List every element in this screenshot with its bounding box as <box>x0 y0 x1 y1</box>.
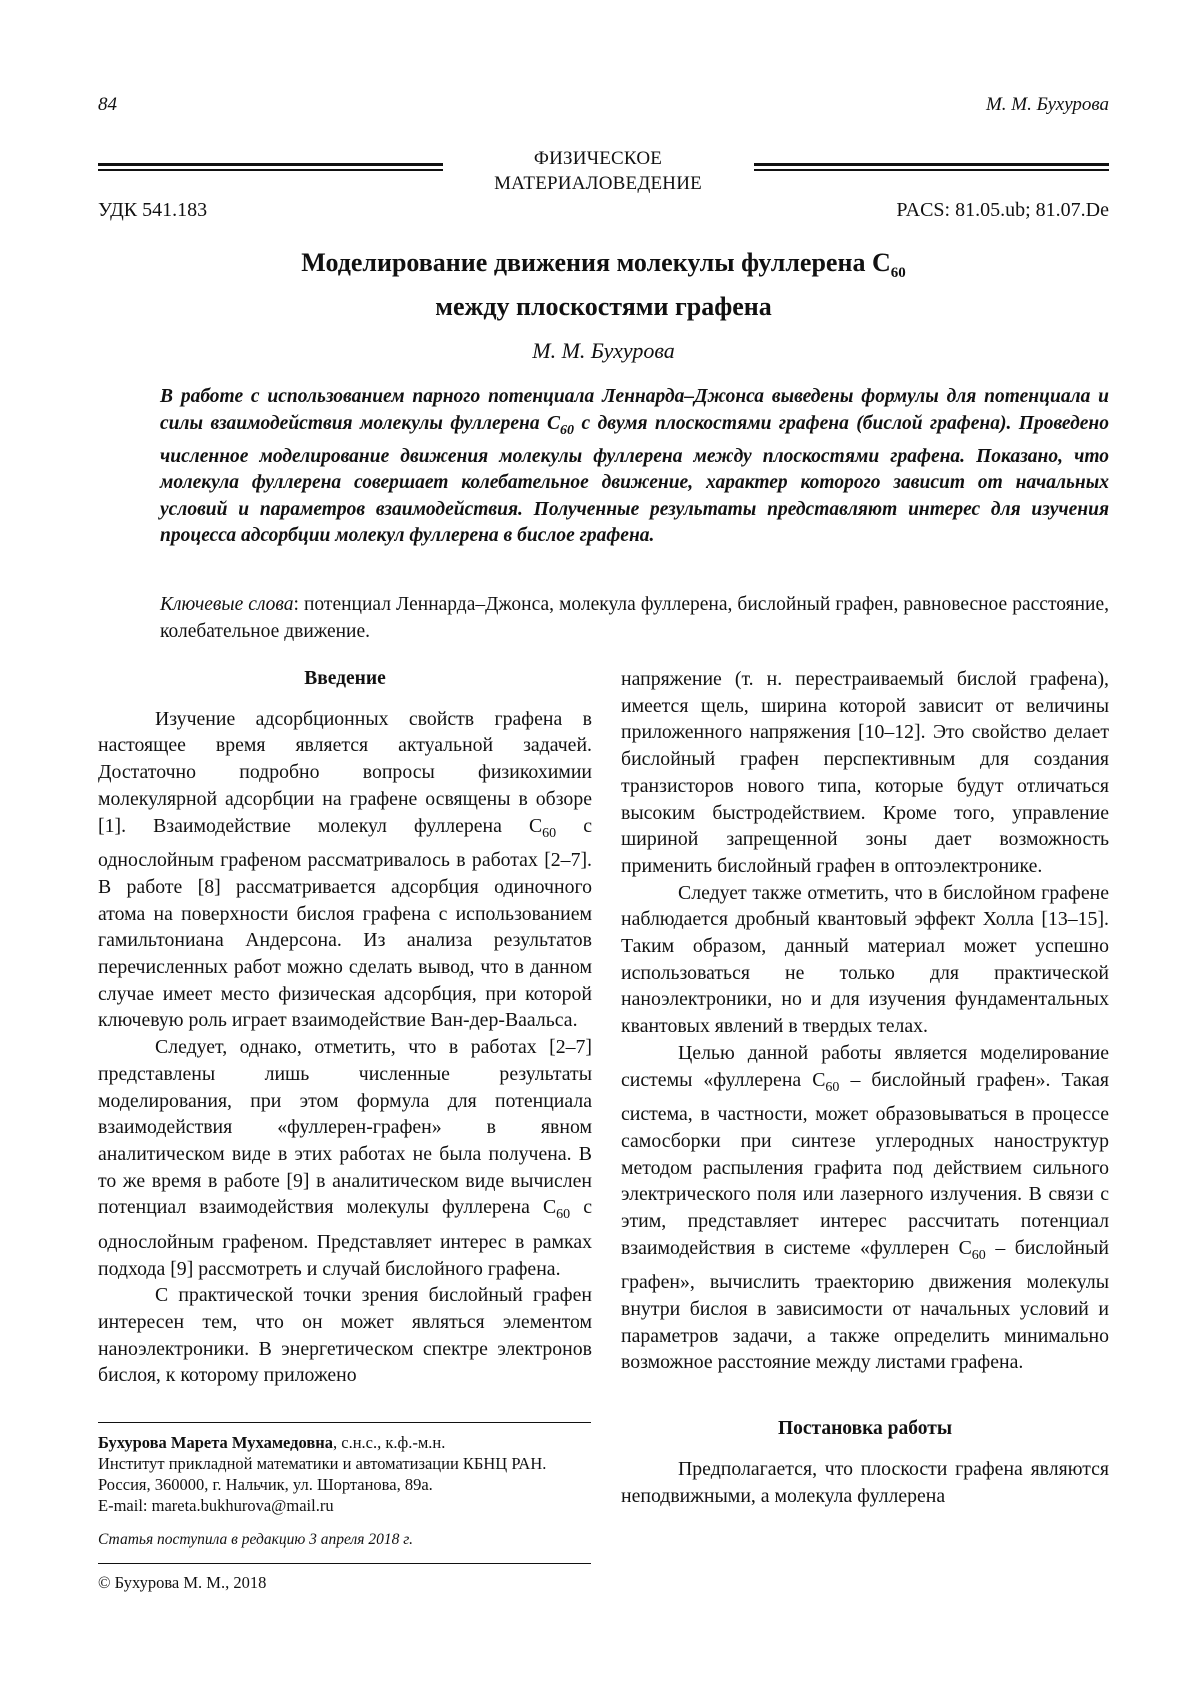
footnote-rule <box>98 1422 591 1423</box>
intro-paragraph-3: С практической точки зрения бислойный графен интересен тем, что он может являться элементом наноэлектроники. В энергетическом спектре электронов бислоя, к которому приложено <box>98 1284 592 1387</box>
footnote-author-name: Бухурова Марета Мухамедовна <box>98 1433 334 1452</box>
author-footnote <box>98 1432 592 1516</box>
page-number: 84 <box>98 94 117 115</box>
footnote-address: Россия, 360000, г. Нальчик, ул. Шортанова, 89а. <box>98 1475 433 1494</box>
paper-title <box>98 246 1109 324</box>
intro-heading: Введение <box>304 668 386 689</box>
title-subscript: 60 <box>890 265 906 282</box>
copyright-rule <box>98 1563 591 1564</box>
keywords <box>160 592 1109 645</box>
pacs-code: PACS: 81.05.ub; 81.07.De <box>896 199 1109 221</box>
intro-paragraph-5: Следует также отметить, что в бислойном графене наблюдается дробный квантовый эффект Холла [13–15]. Таким образом, данный материал может успешно использоваться не только для практической наноэлектроники, но и для изучения фундаментальных квантовых явлений в твердых телах. <box>621 881 1109 1038</box>
footnote-email: E-mail: mareta.bukhurova@mail.ru <box>98 1496 334 1515</box>
intro-paragraph-2: Следует, однако, отметить, что в работах [2–7] представлены лишь численные результаты моделирования, при этом формула для потенциала взаимодействия «фуллерен-графен» в явном аналитическом виде в этих работах не была получена. В то же время в работе [9] в аналитическом виде вычислен потенциал взаимодействия молекулы фуллерена $C_{60}$ с однослойным графеном. Представляет интерес в рамках подхода [9] рассмотреть и случай бислойного графена. <box>98 1036 592 1280</box>
running-author: М. М. Бухурова <box>985 94 1109 115</box>
received-date: Статья поступила в редакцию 3 апреля 2018 г. <box>98 1531 413 1548</box>
abstract: В работе с использованием парного потенциала Леннарда–Джонса выведены формулы для потенциала и силы взаимодействия молекулы фуллерена $C_{60}$ с двумя плоскостями графена (бислой графена). Проведено численное моделирование движения молекулы фуллерена между плоскостями графена. Показано, что молекула фуллерена совершает колебательное движение, характер которого зависит от начальных условий и параметров взаимодействия. Полученные результаты представляют интерес для изучения процесса адсорбции молекул фуллерена в бислое графена. <box>160 386 1109 547</box>
section-band <box>98 146 1109 196</box>
footnote-author-line <box>98 1432 592 1453</box>
abstract-subscript: 60 <box>560 422 575 438</box>
footnote-degree: , с.н.с., к.ф.-м.н. <box>333 1433 446 1452</box>
section-name <box>448 146 748 196</box>
copyright: © Бухурова М. М., 2018 <box>98 1573 267 1592</box>
section-name-line1: ФИЗИЧЕСКОЕ <box>533 148 663 169</box>
keywords-label: Ключевые слова <box>160 594 294 615</box>
title-line1: Моделирование движения молекулы фуллерена $C_{60}$ <box>301 248 906 282</box>
footnote-institute: Институт прикладной математики и автоматизации КБНЦ РАН. <box>98 1454 547 1473</box>
title-line2: между плоскостями графена <box>435 292 772 322</box>
intro-paragraph-6: Целью данной работы является моделирование системы «фуллерена $C_{60}$ – бислойный графен». Такая система, в частности, может образовываться в процессе самосборки при синтезе углеродных наноструктур методом распыления графита под действием сильного электрического поля или лазерного излучения. В связи с этим, представляет интерес рассчитать потенциал взаимодействия в системе «фуллерен $C_{60}$ – бислойный графен», вычислить траекторию движения молекулы внутри бислоя в зависимости от начальных условий и параметров задачи, а также определить минимально возможное расстояние между листами графена. <box>621 1041 1109 1374</box>
keywords-text: : потенциал Леннарда–Джонса, молекула фуллерена, бислойный графен, равновесное расстояние, колебательное движение. <box>160 594 1109 642</box>
problem-heading: Постановка работы <box>777 1418 953 1440</box>
left-column <box>98 666 592 1389</box>
intro-paragraph-4: напряжение (т. н. перестраиваемый бислой графена), имеется щель, ширина которой зависит от величины приложенного напряжения [10–12]. Это свойство делает бислойный графен перспективным для создания транзисторов нового типа, которые будут отличаться высоким быстродействием. Кроме того, управление шириной запрещенной зоны дает возможность применить бислойный графен в оптоэлектронике. <box>621 668 1109 877</box>
udc-code: УДК 541.183 <box>98 199 208 221</box>
section-rule-left <box>98 163 443 171</box>
section-rule-right <box>754 163 1109 171</box>
intro-paragraph-1: Изучение адсорбционных свойств графена в настоящее время является актуальной задачей. Достаточно подробно вопросы физикохимии молекулярной адсорбции на графене освящены в обзоре [1]. Взаимодействие молекул фуллерена $C_{60}$ с однослойным графеном рассматривалось в работах [2–7]. В работе [8] рассматривается адсорбция одиночного атома на поверхности бислоя графена с использованием гамильтониана Андерсона. Из анализа результатов перечисленных работ можно сделать вывод, что в данном случае имеет место физическая адсорбция, при которой ключевую роль играет взаимодействие Ван-дер-Ваальса. <box>98 707 592 1032</box>
right-column <box>621 666 1109 1509</box>
problem-paragraph-1: Предполагается, что плоскости графена являются неподвижными, а молекула фуллерена <box>621 1457 1109 1507</box>
section-name-line2: МАТЕРИАЛОВЕДЕНИЕ <box>494 173 702 194</box>
paper-author: М. М. Бухурова <box>532 338 675 363</box>
